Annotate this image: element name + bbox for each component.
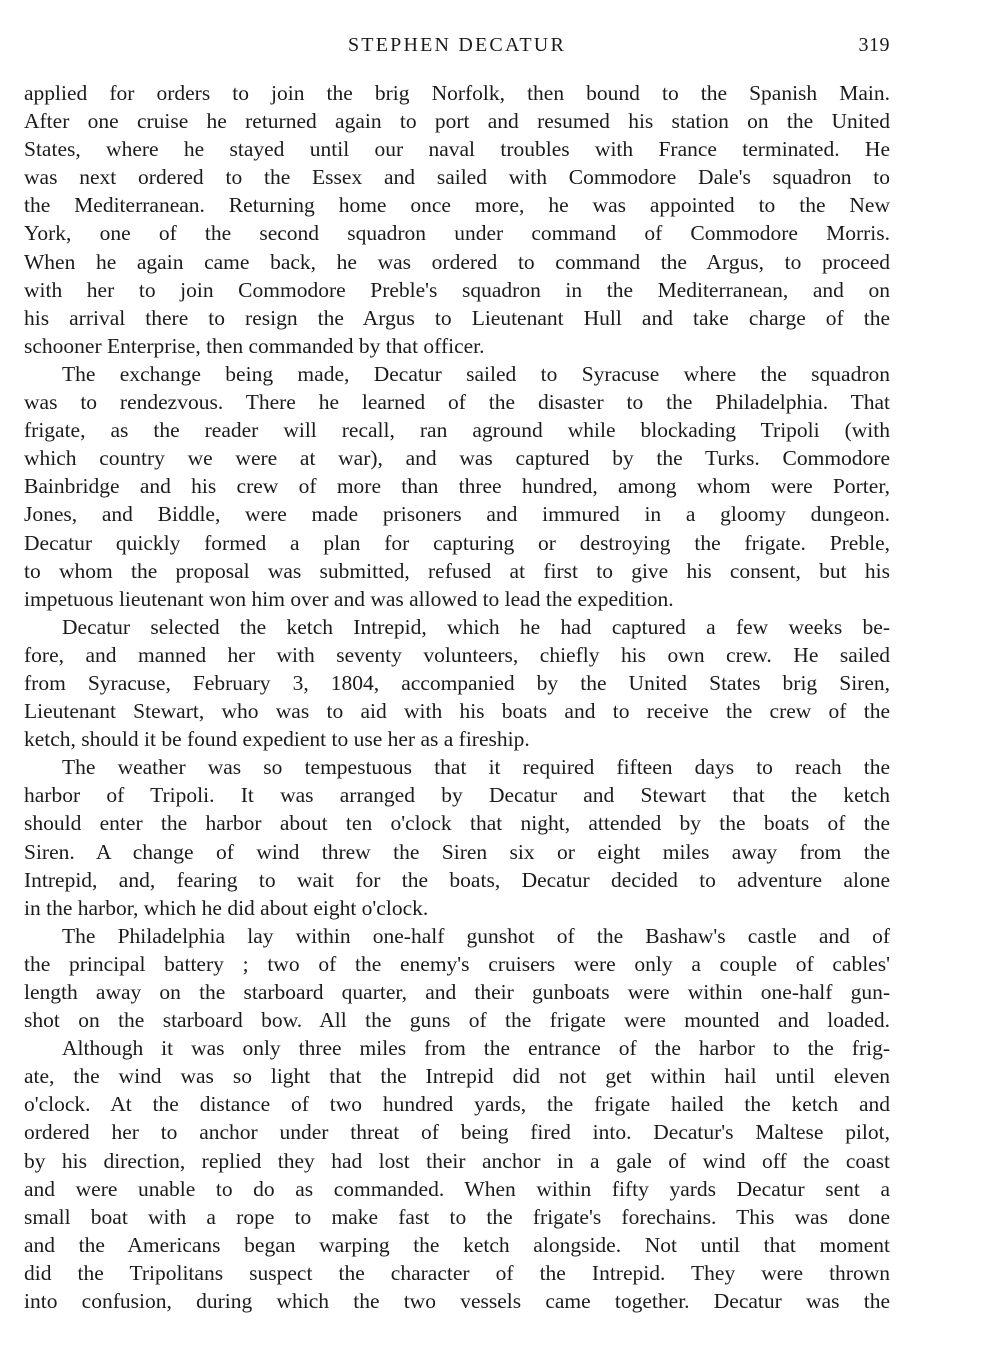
text-line: The weather was so tempestuous that it required fifteen days to reach the [62,755,890,780]
text-line: from Syracuse, February 3, 1804, accompanied by the United States brig Siren, [24,670,890,695]
text-line: shot on the starboard bow. All the guns of the frigate were mounted and loaded. [24,1008,890,1033]
text-line: o'clock. At the distance of two hundred yards, the frigate hailed the ketch and [24,1092,890,1117]
text-line: the Mediterranean. Returning home once more, he was appointed to the New [24,193,890,218]
text-line: into confusion, during which the two vessels came together. Decatur was the [24,1289,890,1314]
text-line: his arrival there to resign the Argus to Lieutenant Hull and take charge of the [24,305,890,330]
text-line: the principal battery ; two of the enemy's cruisers were only a couple of cables' [24,951,890,976]
text-line: Although it was only three miles from the entrance of the harbor to the frig- [62,1036,890,1061]
text-line: ate, the wind was so light that the Intrepid did not get within hail until eleven [24,1064,890,1089]
text-line: ordered her to anchor under threat of being fired into. Decatur's Maltese pilot, [24,1120,890,1145]
text-line: York, one of the second squadron under command of Commodore Morris. [24,221,890,246]
body-text [24,79,890,1315]
text-line: was to rendezvous. There he learned of the disaster to the Philadelphia. That [24,390,890,415]
text-line: with her to join Commodore Preble's squadron in the Mediterranean, and on [24,277,890,302]
running-head [24,32,890,62]
text-line: did the Tripolitans suspect the character of the Intrepid. They were thrown [24,1260,890,1285]
text-line: Bainbridge and his crew of more than three hundred, among whom were Porter, [24,474,890,499]
text-line: schooner Enterprise, then commanded by that officer. [24,333,485,358]
text-line: The Philadelphia lay within one-half gunshot of the Bashaw's castle and of [62,923,890,948]
text-line: by his direction, replied they had lost their anchor in a gale of wind off the coast [24,1148,890,1173]
text-line: Siren. A change of wind threw the Siren six or eight miles away from the [24,839,890,864]
text-line: small boat with a rope to make fast to the frigate's forechains. This was done [24,1204,890,1229]
text-line: which country we were at war), and was captured by the Turks. Commodore [24,446,890,471]
page-number: 319 [858,34,890,56]
text-line: length away on the starboard quarter, and their gunboats were within one-half gun- [24,980,890,1004]
text-line: When he again came back, he was ordered to command the Argus, to proceed [24,249,890,274]
text-line: impetuous lieutenant won him over and was allowed to lead the expedition. [24,586,674,611]
text-line: Decatur quickly formed a plan for capturing or destroying the frigate. Preble, [24,530,890,555]
text-line: and the Americans began warping the ketch alongside. Not until that moment [24,1232,890,1257]
text-line: and were unable to do as commanded. When within fifty yards Decatur sent a [24,1176,890,1201]
text-line: to whom the proposal was submitted, refused at first to give his consent, but his [24,558,890,583]
text-line: Decatur selected the ketch Intrepid, which he had captured a few weeks be- [62,614,890,639]
text-line: frigate, as the reader will recall, ran aground while blockading Tripoli (with [24,418,890,443]
text-line: The exchange being made, Decatur sailed to Syracuse where the squadron [62,361,890,386]
text-line: was next ordered to the Essex and sailed with Commodore Dale's squadron to [24,165,890,190]
text-line: States, where he stayed until our naval troubles with France terminated. He [24,137,890,162]
text-line: After one cruise he returned again to port and resumed his station on the United [24,109,890,134]
running-title: STEPHEN DECATUR [347,34,566,56]
text-line: applied for orders to join the brig Norfolk, then bound to the Spanish Main. [24,81,890,105]
text-line: Intrepid, and, fearing to wait for the boats, Decatur decided to adventure alone [24,867,890,892]
text-line: Jones, and Biddle, were made prisoners and immured in a gloomy dungeon. [24,502,890,527]
text-line: in the harbor, which he did about eight o'clock. [24,895,429,920]
text-line: should enter the harbor about ten o'clock that night, attended by the boats of the [24,811,890,836]
text-line: fore, and manned her with seventy volunteers, chiefly his own crew. He sailed [24,642,890,667]
text-line: harbor of Tripoli. It was arranged by Decatur and Stewart that the ketch [24,783,890,808]
text-line: ketch, should it be found expedient to use her as a fireship. [24,727,530,752]
text-line: Lieutenant Stewart, who was to aid with his boats and to receive the crew of the [24,699,890,724]
